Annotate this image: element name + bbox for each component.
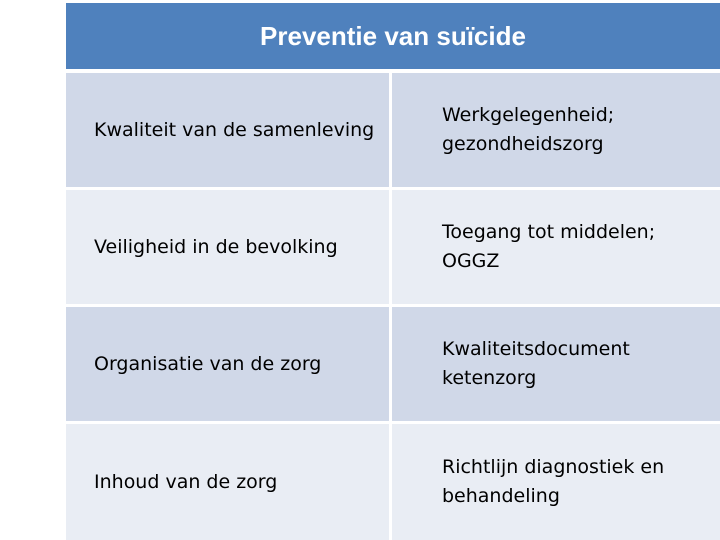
table-row xyxy=(66,424,720,540)
row-label: Inhoud van de zorg xyxy=(94,471,278,493)
row-detail-cell xyxy=(392,190,720,304)
prevention-table xyxy=(66,3,720,540)
row-detail: Toegang tot middelen; OGGZ xyxy=(442,221,656,272)
row-detail: Kwaliteitsdocument ketenzorg xyxy=(442,338,630,389)
row-detail-cell xyxy=(392,73,720,187)
table-header xyxy=(66,3,720,69)
row-detail: Werkgelegenheid; gezondheidszorg xyxy=(442,104,615,155)
table-row xyxy=(66,307,720,421)
table-row xyxy=(66,190,720,304)
row-label-cell xyxy=(66,424,389,540)
row-label-cell xyxy=(66,73,389,187)
row-label: Kwaliteit van de samenleving xyxy=(94,119,375,141)
row-label: Organisatie van de zorg xyxy=(94,353,322,375)
row-label-cell xyxy=(66,190,389,304)
row-detail-cell xyxy=(392,307,720,421)
row-detail-cell xyxy=(392,424,720,540)
row-label: Veiligheid in de bevolking xyxy=(94,236,338,258)
table-row xyxy=(66,73,720,187)
row-detail: Richtlijn diagnostiek en behandeling xyxy=(442,456,665,507)
table-title: Preventie van suïcide xyxy=(260,21,526,51)
row-label-cell xyxy=(66,307,389,421)
